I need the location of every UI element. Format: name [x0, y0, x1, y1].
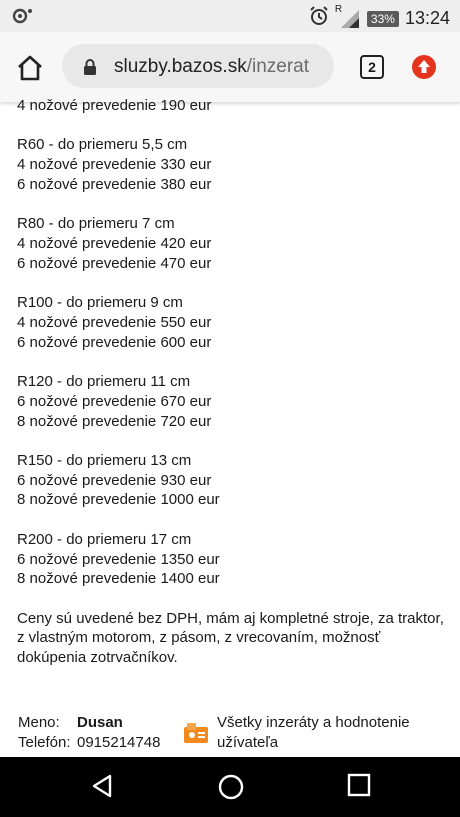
lock-icon: [82, 58, 98, 81]
upload-button[interactable]: [412, 55, 436, 79]
block-title: R120 - do priemeru 11 cm: [17, 372, 191, 390]
home-button[interactable]: [14, 52, 46, 84]
notification-icon: [12, 7, 34, 30]
tab-switcher-button[interactable]: 2: [360, 55, 384, 79]
circle-home-icon: [217, 773, 245, 801]
clock: 13:24: [404, 8, 450, 28]
price-line: 8 nožové prevedenie 1000 eur: [17, 491, 220, 509]
roaming-label: R: [334, 3, 343, 15]
block-title: R80 - do priemeru 7 cm: [17, 215, 175, 233]
phone-label: Telefón:: [18, 734, 71, 751]
url-path: /inzerat: [246, 56, 310, 77]
price-line: 6 nožové prevedenie 930 eur: [17, 471, 212, 489]
price-line: 6 nožové prevedenie 470 eur: [17, 254, 212, 272]
seller-name: Dusan: [77, 714, 123, 731]
signal-icon: [334, 3, 361, 30]
price-line: 4 nožové prevedenie 330 eur: [17, 156, 212, 174]
back-button[interactable]: [90, 773, 114, 804]
home-icon: [14, 52, 46, 84]
url-text: [114, 56, 309, 78]
block-title: R200 - do priemeru 17 cm: [17, 530, 192, 548]
all-ads-link[interactable]: Všetky inzeráty a hodnotenie užívateľa: [217, 714, 410, 751]
price-line: 6 nožové prevedenie 670 eur: [17, 392, 212, 410]
price-line: 6 nožové prevedenie 380 eur: [17, 175, 212, 193]
block-title: R100 - do priemeru 9 cm: [17, 294, 183, 312]
ad-description: [17, 96, 449, 688]
price-line: 4 nožové prevedenie 420 eur: [17, 234, 212, 252]
block-title: R150 - do priemeru 13 cm: [17, 451, 192, 469]
price-line: 4 nožové prevedenie 550 eur: [17, 313, 212, 331]
price-block: [17, 451, 449, 510]
alarm-icon: [309, 6, 329, 31]
android-navigation-bar: [0, 757, 460, 817]
price-block: [17, 135, 449, 194]
status-bar: [0, 0, 460, 32]
price-block: [17, 530, 449, 589]
seller-phone[interactable]: 0915214748: [77, 734, 161, 751]
price-note: Ceny sú uvedené bez DPH, mám aj kompletné stroje, za traktor, z vlastným motorom, z pásom, z vrecovaním, možnosť dokúpenia zotrvačníkov.: [17, 609, 444, 667]
square-recents-icon: [347, 773, 371, 797]
browser-toolbar: [0, 32, 460, 102]
price-block: [17, 214, 449, 273]
home-nav-button[interactable]: [217, 773, 245, 806]
block-title: R60 - do priemeru 5,5 cm: [17, 136, 188, 154]
recents-button[interactable]: [347, 773, 371, 802]
price-line: 6 nožové prevedenie 600 eur: [17, 333, 212, 351]
arrow-up-icon: [412, 55, 436, 79]
price-line: 4 nožové prevedenie 190 eur: [17, 97, 212, 114]
price-block: [17, 293, 449, 352]
battery-indicator: 33%: [367, 11, 399, 27]
back-icon: [90, 773, 114, 799]
price-line: 8 nožové prevedenie 720 eur: [17, 412, 212, 430]
url-bar[interactable]: [62, 44, 334, 88]
name-label: Meno:: [18, 714, 60, 731]
user-ads-icon[interactable]: [183, 721, 209, 745]
price-block: [17, 372, 449, 431]
price-line: 8 nožové prevedenie 1400 eur: [17, 570, 220, 588]
price-line: 6 nožové prevedenie 1350 eur: [17, 550, 220, 568]
url-host: sluzby.bazos.sk: [114, 56, 247, 77]
